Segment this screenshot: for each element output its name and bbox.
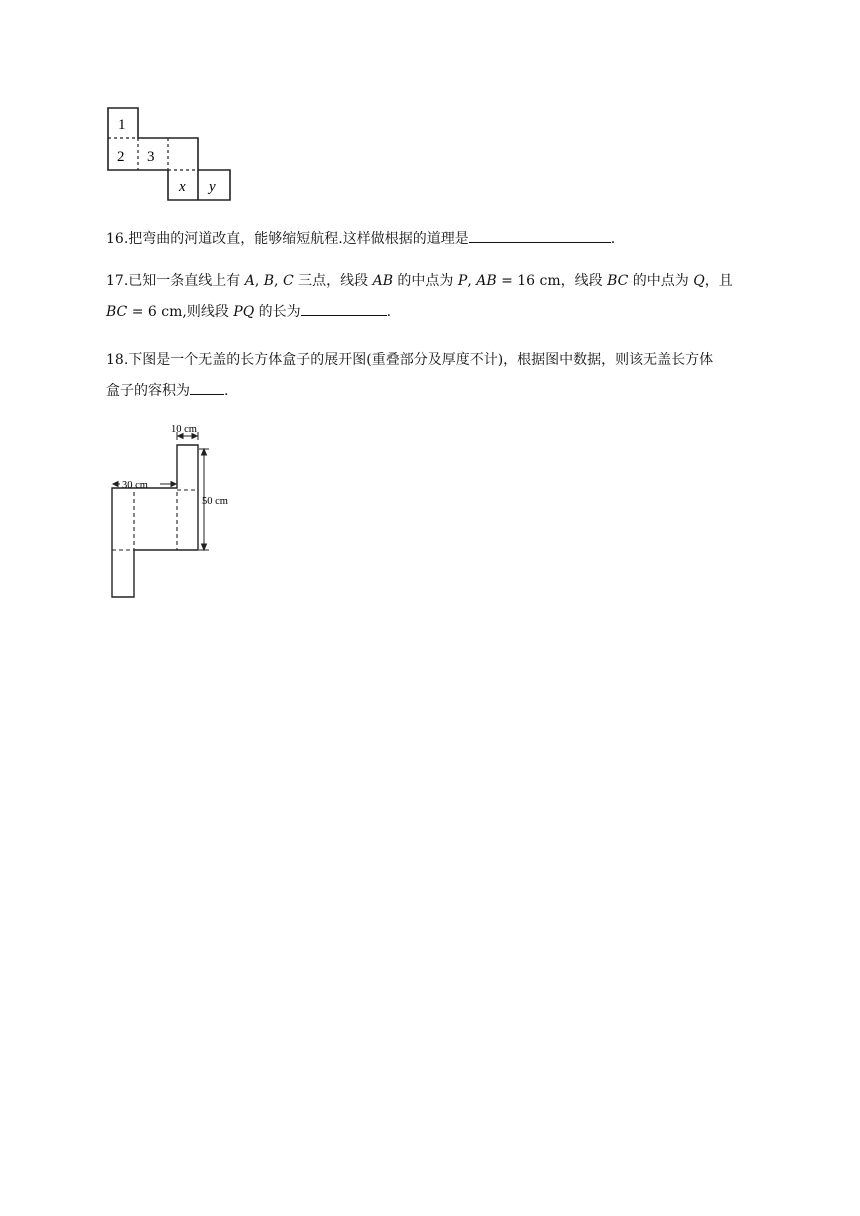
question-18-line-2 — [106, 380, 228, 401]
q17-var: PQ — [233, 304, 255, 320]
question-18-line-1 — [106, 350, 713, 370]
q17-var: Q — [693, 273, 705, 289]
q17-text: 的中点为 — [392, 273, 458, 289]
q17-text: = 6 cm,则线段 — [127, 304, 234, 320]
q17-var: BC — [106, 304, 128, 320]
answer-blank-17[interactable] — [301, 301, 387, 316]
cell-label-1: 1 — [118, 117, 126, 133]
question-16 — [106, 228, 615, 249]
q17-text: 的长为 — [254, 304, 301, 320]
q18-text: 18.下图是一个无盖的长方体盒子的展开图(重叠部分及厚度不计)，根据图中数据，则该无盖长方体 — [106, 352, 714, 368]
q17-var: AB — [372, 273, 393, 289]
cell-label-2: 2 — [117, 149, 125, 165]
q17-var: AB — [476, 273, 497, 289]
q17-var: A — [244, 273, 255, 289]
cell-label-x: x — [179, 179, 186, 195]
q17-var: BC — [607, 273, 629, 289]
q17-text: ，且 — [704, 273, 733, 289]
q17-var: P — [457, 273, 468, 289]
q17-text: 17.已知一条直线上有 — [106, 273, 245, 289]
dimension-label-10cm: 10 cm — [171, 424, 197, 435]
q18-text: . — [224, 383, 229, 399]
question-16-period: . — [610, 231, 616, 247]
dimension-label-30cm: 30 cm — [122, 480, 148, 491]
answer-blank-16[interactable] — [469, 228, 611, 243]
q17-var: C — [282, 273, 294, 289]
q17-var: B — [263, 273, 275, 289]
answer-blank-18[interactable] — [190, 380, 224, 395]
question-17-line-2 — [106, 301, 391, 322]
q17-text: 的中点为 — [628, 273, 694, 289]
q17-text: , — [467, 273, 477, 289]
question-17-line-1 — [106, 271, 733, 291]
q17-text: , — [254, 273, 264, 289]
cell-label-y: y — [209, 179, 216, 195]
q17-text: , — [274, 273, 283, 289]
cell-label-3: 3 — [147, 149, 155, 165]
box-net-figure — [100, 418, 250, 603]
dimension-label-50cm: 50 cm — [202, 496, 228, 507]
q17-text: 三点，线段 — [293, 273, 373, 289]
q17-text: = 16 cm，线段 — [496, 273, 608, 289]
cube-net-figure — [100, 100, 240, 205]
q17-text: . — [386, 304, 392, 320]
question-16-text: 16.把弯曲的河道改直，能够缩短航程.这样做根据的道理是 — [106, 231, 469, 247]
q18-text: 盒子的容积为 — [106, 383, 190, 399]
